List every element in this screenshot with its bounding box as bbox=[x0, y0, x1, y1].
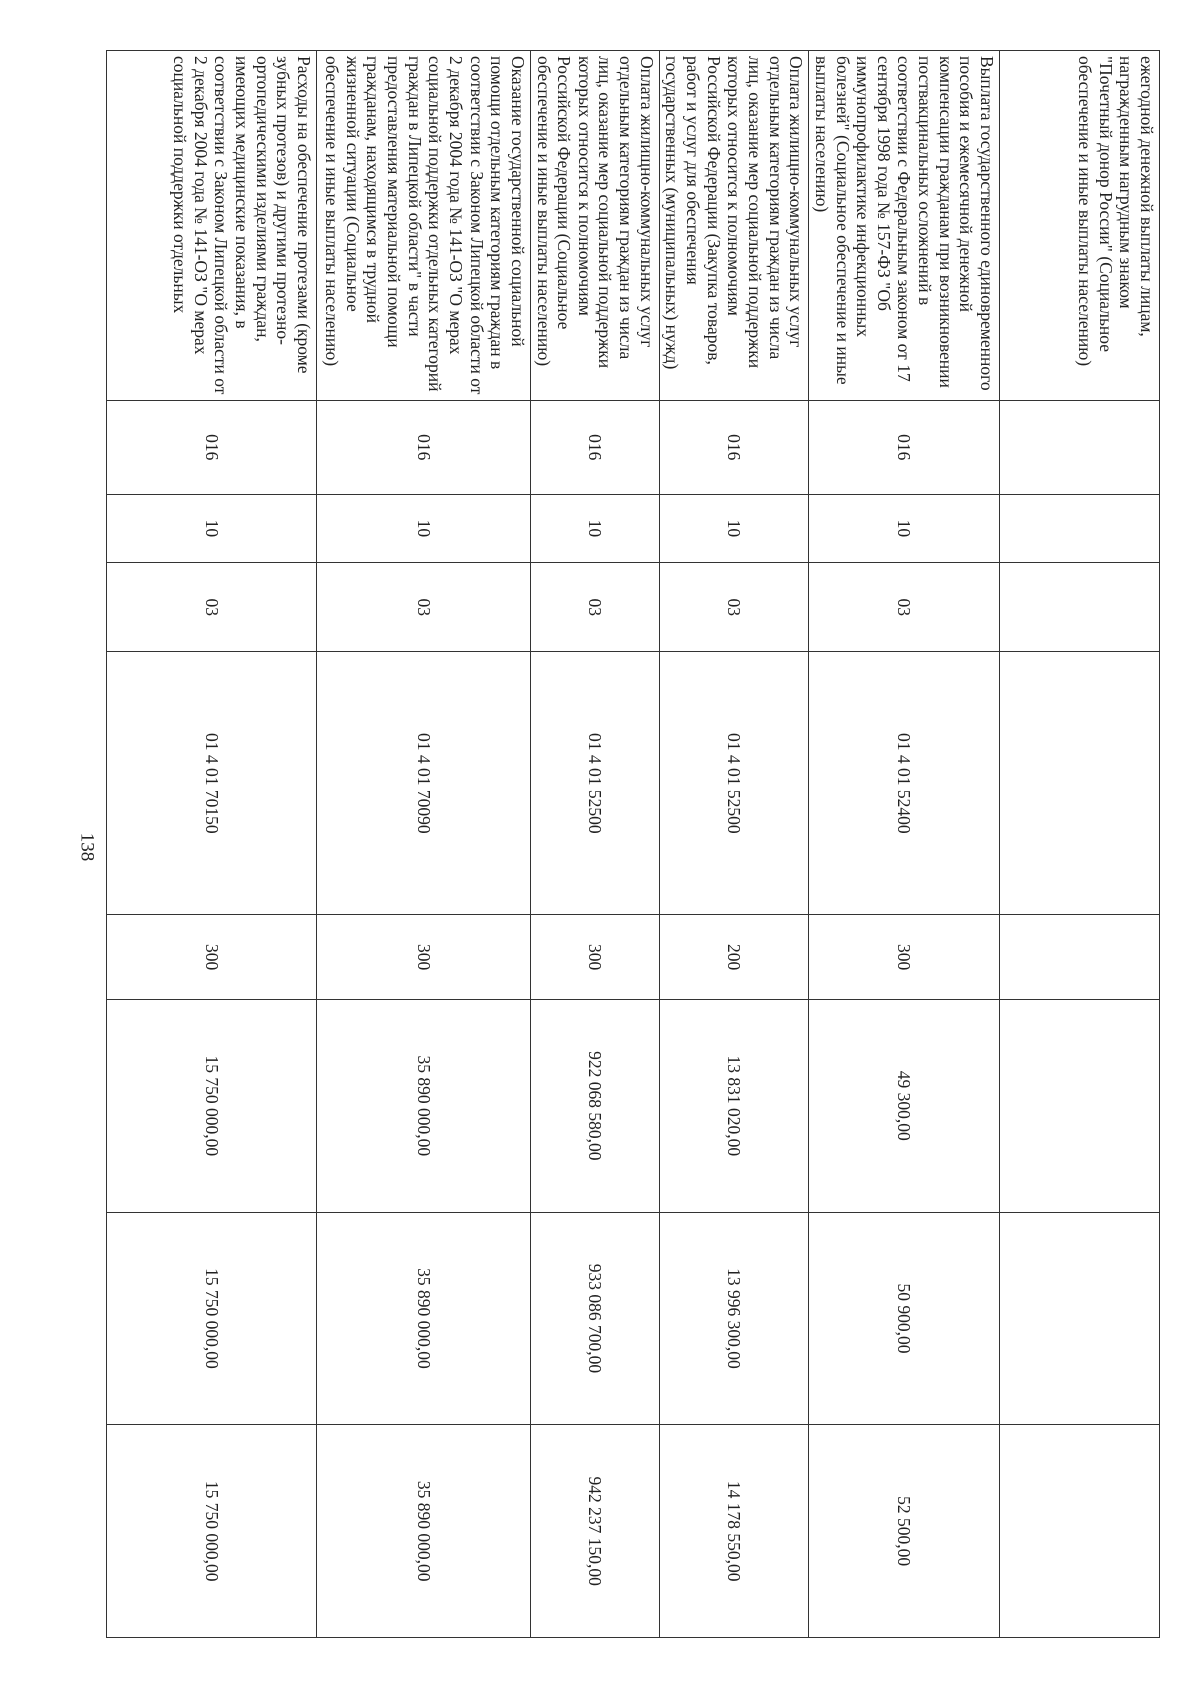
table-row bbox=[530, 51, 659, 1638]
section-code: 10 bbox=[809, 494, 1000, 563]
amount-year-1: 49 300,00 bbox=[809, 999, 1000, 1212]
expense-type-code: 300 bbox=[106, 915, 316, 1000]
subsection-code: 03 bbox=[106, 563, 316, 652]
amount-year-2: 50 900,00 bbox=[809, 1212, 1000, 1425]
table-row bbox=[659, 51, 808, 1638]
amount-year-3: 942 237 150,00 bbox=[530, 1425, 659, 1638]
amount-year-1: 922 068 580,00 bbox=[530, 999, 659, 1212]
expense-type-code: 200 bbox=[659, 915, 808, 1000]
table-row bbox=[809, 51, 1000, 1638]
table-row bbox=[316, 51, 530, 1638]
budget-table bbox=[106, 50, 1160, 1638]
amount-year-2: 933 086 700,00 bbox=[530, 1212, 659, 1425]
ministry-code: 016 bbox=[106, 400, 316, 494]
amount-year-2 bbox=[1000, 1212, 1160, 1425]
amount-year-3: 35 890 000,00 bbox=[316, 1425, 530, 1638]
section-code: 10 bbox=[659, 494, 808, 563]
ministry-code bbox=[1000, 400, 1160, 494]
ministry-code: 016 bbox=[659, 400, 808, 494]
amount-year-2: 15 750 000,00 bbox=[106, 1212, 316, 1425]
ministry-code: 016 bbox=[530, 400, 659, 494]
amount-year-3: 15 750 000,00 bbox=[106, 1425, 316, 1638]
amount-year-1 bbox=[1000, 999, 1160, 1212]
expense-type-code: 300 bbox=[530, 915, 659, 1000]
target-article-code bbox=[1000, 652, 1160, 915]
row-description: Оказание государственной социальной помощи отдельным категориям граждан в соответствии с Законом Липецкой области от 2 декабря 2004 года № 141-ОЗ "О мерах социальной поддержки отдельных категорий граждан в Липецкой области" в части предоставления материальной помощи гражданам, находящимся в трудной жизненной ситуации (Социальное обеспечение и иные выплаты населению) bbox=[316, 51, 530, 401]
amount-year-1: 13 831 020,00 bbox=[659, 999, 808, 1212]
section-code: 10 bbox=[106, 494, 316, 563]
amount-year-3: 14 178 550,00 bbox=[659, 1425, 808, 1638]
ministry-code: 016 bbox=[316, 400, 530, 494]
expense-type-code bbox=[1000, 915, 1160, 1000]
expense-type-code: 300 bbox=[809, 915, 1000, 1000]
amount-year-1: 15 750 000,00 bbox=[106, 999, 316, 1212]
subsection-code: 03 bbox=[530, 563, 659, 652]
amount-year-3 bbox=[1000, 1425, 1160, 1638]
expense-type-code: 300 bbox=[316, 915, 530, 1000]
amount-year-2: 13 996 300,00 bbox=[659, 1212, 808, 1425]
subsection-code: 03 bbox=[659, 563, 808, 652]
target-article-code: 01 4 01 52400 bbox=[809, 652, 1000, 915]
subsection-code: 03 bbox=[809, 563, 1000, 652]
target-article-code: 01 4 01 52500 bbox=[530, 652, 659, 915]
page-number: 138 bbox=[76, 832, 98, 862]
budget-table-container bbox=[120, 50, 1160, 1638]
row-description: Оплата жилищно-коммунальных услуг отдельным категориям граждан из числа лиц, оказание мер социальной поддержки которых относится к полномочиям Российской Федерации (Закупка товаров, работ и услуг для обеспечения государственных (муниципальных) нужд) bbox=[659, 51, 808, 401]
target-article-code: 01 4 01 70150 bbox=[106, 652, 316, 915]
target-article-code: 01 4 01 70090 bbox=[316, 652, 530, 915]
row-description: Оплата жилищно-коммунальных услуг отдельным категориям граждан из числа лиц, оказание мер социальной поддержки которых относится к полномочиям Российской Федерации (Социальное обеспечение и иные выплаты населению) bbox=[530, 51, 659, 401]
amount-year-1: 35 890 000,00 bbox=[316, 999, 530, 1212]
amount-year-2: 35 890 000,00 bbox=[316, 1212, 530, 1425]
amount-year-3: 52 500,00 bbox=[809, 1425, 1000, 1638]
section-code bbox=[1000, 494, 1160, 563]
row-description: Расходы на обеспечение протезами (кроме зубных протезов) и другими протезно-ортопедическими изделиями граждан, имеющих медицинские показания, в соответствии с Законом Липецкой области от 2 декабря 2004 года № 141-ОЗ "О мерах социальной поддержки отдельных bbox=[106, 51, 316, 401]
row-description: Выплата государственного единовременного пособия и ежемесячной денежной компенсации гражданам при возникновении поствакцинальных осложнений в соответствии с Федеральным законом от 17 сентября 1998 года № 157-ФЗ "Об иммунопрофилактике инфекционных болезней" (Социальное обеспечение и иные выплаты населению) bbox=[809, 51, 1000, 401]
table-row bbox=[106, 51, 316, 1638]
table-row bbox=[1000, 51, 1160, 1638]
section-code: 10 bbox=[530, 494, 659, 563]
section-code: 10 bbox=[316, 494, 530, 563]
target-article-code: 01 4 01 52500 bbox=[659, 652, 808, 915]
subsection-code bbox=[1000, 563, 1160, 652]
row-description: ежегодной денежной выплаты лицам, награжденным нагрудным знаком "Почетный донор России" (Социальное обеспечение и иные выплаты населению) bbox=[1000, 51, 1160, 401]
ministry-code: 016 bbox=[809, 400, 1000, 494]
subsection-code: 03 bbox=[316, 563, 530, 652]
